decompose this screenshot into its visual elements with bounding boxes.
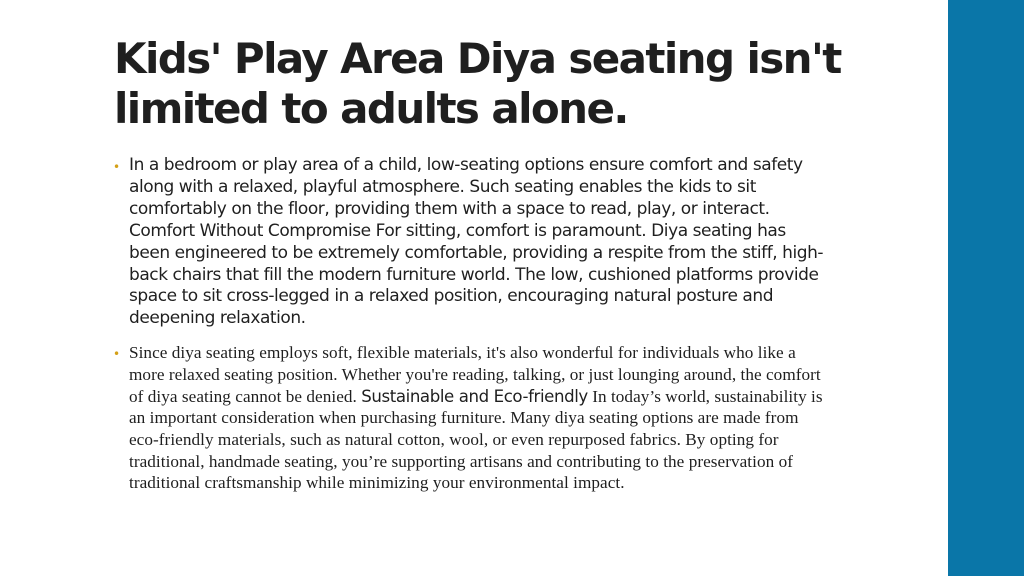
bullet-list (112, 155, 824, 494)
bullet-dot-icon: • (113, 160, 120, 174)
bullet-dot-icon: • (113, 347, 121, 362)
bullet-item-sustainability (112, 342, 824, 494)
bullet-text-after: In today’s world, sustainability is an important consideration when purchasing furniture. Many diya seating options are made from eco-friendly materials, such as natural cotton, wool, or even repurposed fabrics. By opting for traditional, handmade seating, you’re supporting artisans and contributing to the preservation of traditional craftsmanship while minimizing your environmental impact. (129, 386, 823, 493)
accent-side-bar (948, 0, 1024, 576)
inline-heading-sustainable: Sustainable and Eco-friendly (361, 386, 588, 406)
bullet-text: In a bedroom or play area of a child, low-seating options ensure comfort and safety along with a relaxed, playful atmosphere. Such seating enables the kids to sit comfortably on the floor, providing them with a space to read, play, or interact. Comfort Without Compromise For sitting, comfort is paramount. Diya seating has been engineered to be extremely comfortable, providing a respite from the stiff, high-back chairs that fill the modern furniture world. The low, cushioned platforms provide space to sit cross-legged in a relaxed position, encouraging natural posture and deepening relaxation. (129, 155, 824, 329)
bullet-item-kids-play-area (112, 155, 824, 330)
bullet-text-before: Since diya seating employs soft, flexible materials, it's also wonderful for individuals who like a more relaxed seating position. Whether you're reading, talking, or just lounging around, the comfort of diya seating cannot be denied. (129, 343, 821, 406)
slide-title: Kids' Play Area Diya seating isn't limited to adults alone. (114, 34, 841, 133)
